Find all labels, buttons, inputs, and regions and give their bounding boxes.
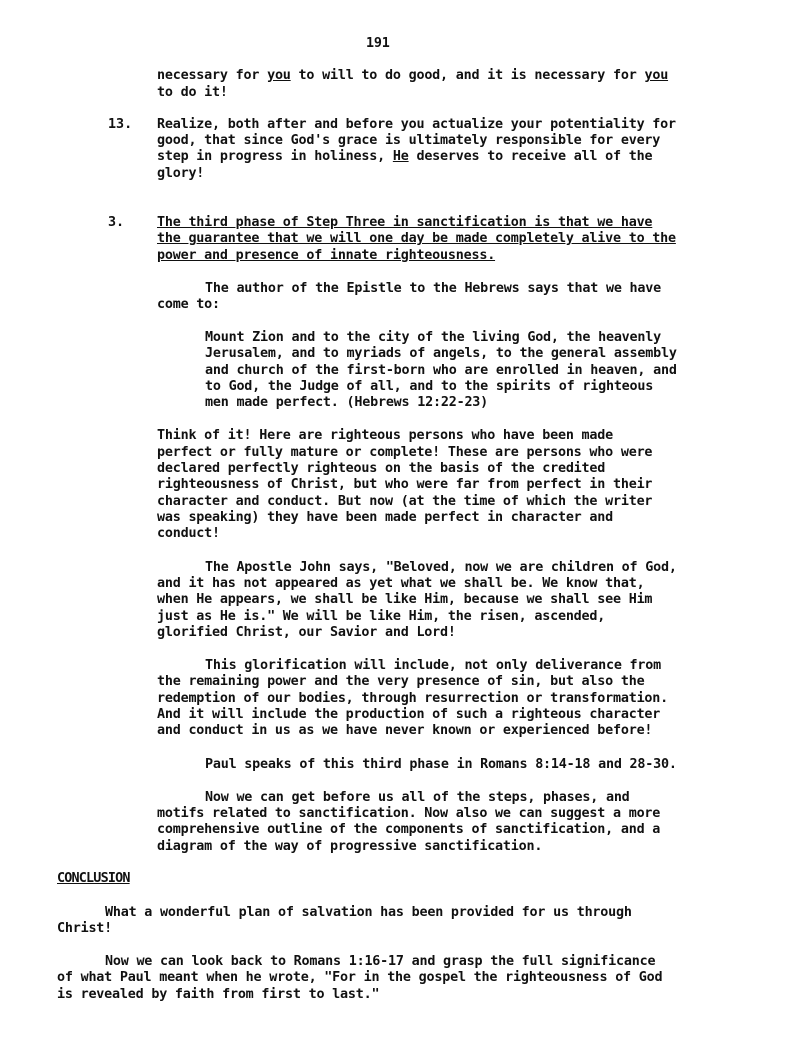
p4-line-2: the remaining power and the very presence of sin, but also the [157, 674, 645, 689]
p2-line-4: righteousness of Christ, but who were far from perfect in their [157, 477, 653, 492]
intro-you-2: you [644, 68, 669, 83]
p2-line-1: Think of it! Here are righteous persons who have been made [157, 428, 613, 443]
quote-line-4: to God, the Judge of all, and to the spirits of righteous [205, 379, 654, 394]
p2-line-2: perfect or fully mature or complete! These are persons who were [157, 445, 653, 460]
conclusion-p1-line-2: Christ! [57, 921, 113, 936]
p4-line-4: And it will include the production of such a righteous character [157, 707, 661, 722]
page-number: 191 [366, 36, 390, 51]
p3-line-3: when He appears, we shall be like Him, because we shall see Him [157, 592, 653, 607]
quote-line-3: and church of the first-born who are enrolled in heaven, and [205, 363, 677, 378]
p6-line-4: diagram of the way of progressive sanctification. [157, 839, 543, 854]
conclusion-p2-line-2: of what Paul meant when he wrote, "For in the gospel the righteousness of God [57, 970, 663, 985]
p5-line-1: Paul speaks of this third phase in Romans 8:14-18 and 28-30. [205, 757, 677, 772]
item-13-line-4: glory! [157, 166, 205, 181]
item-13-text-a: step in progress in holiness, [157, 149, 393, 164]
item-3-heading-line-2: the guarantee that we will one day be made completely alive to the [157, 231, 676, 246]
conclusion-p2-line-3: is revealed by faith from first to last." [57, 987, 380, 1002]
quote-line-2: Jerusalem, and to myriads of angels, to the general assembly [205, 346, 677, 361]
item-13-line-1: Realize, both after and before you actualize your potentiality for [157, 117, 676, 132]
intro-line-1 [157, 68, 668, 84]
p3-line-1: The Apostle John says, "Beloved, now we are children of God, [205, 560, 677, 575]
item-13-he: He [392, 149, 409, 164]
item-13-number: 13. [108, 117, 133, 132]
p2-line-7: conduct! [157, 526, 220, 541]
intro-text-a: necessary for [157, 68, 268, 83]
p4-line-5: and conduct in us as we have never known or experienced before! [157, 723, 653, 738]
p4-line-1: This glorification will include, not only deliverance from [205, 658, 661, 673]
intro-text-b: to will to do good, and it is necessary for [290, 68, 645, 83]
item-3-number: 3. [108, 215, 125, 230]
quote-line-1: Mount Zion and to the city of the living God, the heavenly [205, 330, 661, 345]
p2-line-3: declared perfectly righteous on the basis of the credited [157, 461, 606, 476]
p2-line-5: character and conduct. But now (at the time of which the writer [157, 494, 653, 509]
item-3-heading-line-1: The third phase of Step Three in sanctification is that we have [157, 215, 653, 230]
p3-line-5: glorified Christ, our Savior and Lord! [157, 625, 456, 640]
p1-line-1: The author of the Epistle to the Hebrews says that we have [205, 281, 661, 296]
item-13-line-2: good, that since God's grace is ultimately responsible for every [157, 133, 661, 148]
p4-line-3: redemption of our bodies, through resurrection or transformation. [157, 691, 669, 706]
p6-line-3: comprehensive outline of the components of sanctification, and a [157, 822, 661, 837]
conclusion-heading: CONCLUSION [57, 871, 130, 886]
conclusion-p1-line-1: What a wonderful plan of salvation has been provided for us through [105, 905, 632, 920]
p6-line-1: Now we can get before us all of the steps, phases, and [205, 790, 630, 805]
item-3-heading-line-3: power and presence of innate righteousness. [157, 248, 496, 263]
p3-line-4: just as He is." We will be like Him, the risen, ascended, [157, 609, 606, 624]
item-13-line-3 [157, 149, 652, 165]
intro-you-1: you [267, 68, 291, 83]
p3-line-2: and it has not appeared as yet what we shall be. We know that, [157, 576, 645, 591]
p2-line-6: was speaking) they have been made perfect in character and [157, 510, 613, 525]
item-13-text-b: deserves to receive all of the [408, 149, 653, 164]
quote-line-5: men made perfect. (Hebrews 12:22-23) [205, 395, 489, 410]
conclusion-p2-line-1: Now we can look back to Romans 1:16-17 and grasp the full significance [105, 954, 656, 969]
p6-line-2: motifs related to sanctification. Now also we can suggest a more [157, 806, 661, 821]
p1-line-2: come to: [157, 297, 220, 312]
intro-line-2: to do it! [157, 85, 228, 100]
